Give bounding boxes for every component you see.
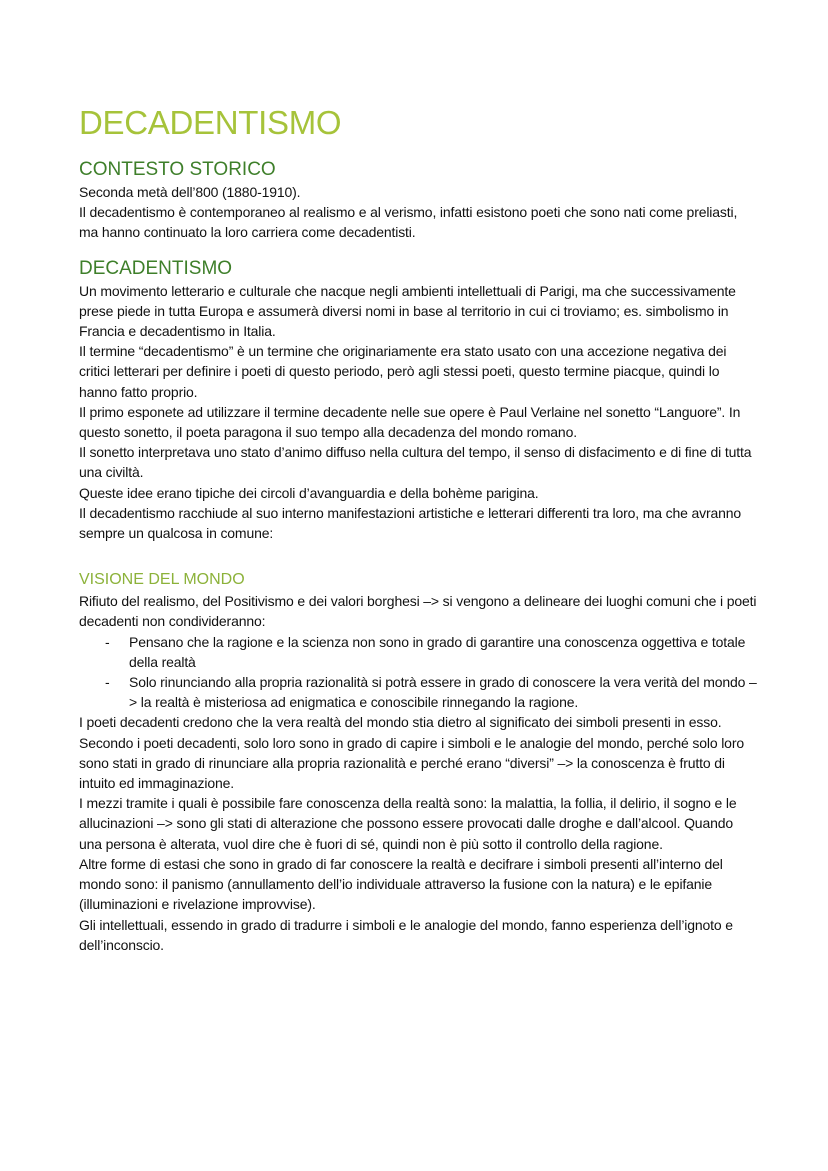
bullet-list [79, 632, 759, 713]
paragraph: Rifiuto del realismo, del Positivismo e dei valori borghesi –> si vengono a delineare dei luoghi comuni che i poeti decadenti non condivideranno: [79, 593, 757, 630]
document-title: DECADENTISMO [79, 104, 342, 141]
section-decadentismo [79, 257, 759, 544]
section-visione-del-mondo [79, 569, 759, 955]
bullet-marker: - [105, 674, 110, 691]
paragraph: I poeti decadenti credono che la vera realtà del mondo stia dietro al significato dei simboli presenti in esso. Secondo i poeti decadenti, solo loro sono in grado di capire i simboli e le analogie del mondo, perché solo loro sono stati in grado di rinunciare alla propria razionalità e perché erano “diversi” –> la conoscenza è frutto di intuito ed immaginazione. [79, 714, 744, 792]
paragraph: Il primo esponete ad utilizzare il termine decadente nelle sue opere è Paul Verlaine nel sonetto “Languore”. In questo sonetto, il poeta paragona il suo tempo alla decadenza del mondo romano. [79, 403, 741, 441]
paragraph: Queste idee erano tipiche dei circoli d’avanguardia e della bohème parigina. [79, 484, 539, 501]
paragraph: Gli intellettuali, essendo in grado di tradurre i simboli e le analogie del mondo, fanno esperienza dell’ignoto e dell’inconscio. [79, 916, 733, 953]
list-item-text: Solo rinunciando alla propria razionalità si potrà essere in grado di conoscere la vera verità del mondo –> la realtà è misteriosa ad enigmatica e conoscibile rinnegando la ragione. [129, 674, 757, 711]
paragraph: Seconda metà dell’800 (1880-1910). [79, 184, 301, 200]
section-heading: DECADENTISMO [79, 257, 233, 279]
paragraph: Un movimento letterario e culturale che nacque negli ambienti intellettuali di Parigi, ma che successivamente prese piede in tutta Europa e assumerà diversi nomi in base al territorio in cui ci troviamo; es. simbolismo in Francia e decadentismo in Italia. [79, 282, 736, 340]
document-body [79, 100, 759, 955]
bullet-marker: - [105, 633, 110, 650]
paragraph: Il decadentismo racchiude al suo interno manifestazioni artistiche e letterari differenti tra loro, ma che avranno sempre un qualcosa in comune: [79, 504, 741, 542]
section-heading: VISIONE DEL MONDO [79, 571, 245, 589]
paragraph: Il sonetto interpretava uno stato d’animo diffuso nella cultura del tempo, il senso di disfacimento e di fine di tutta una civiltà. [79, 444, 752, 481]
list-item [79, 632, 759, 672]
paragraph: Il decadentismo è contemporaneo al realismo e al verismo, infatti esistono poeti che sono nati come preliasti, ma hanno continuato la loro carriera come decadentisti. [79, 204, 738, 241]
list-item [79, 672, 759, 712]
section-heading: CONTESTO STORICO [79, 159, 276, 180]
paragraph: Altre forme di estasi che sono in grado di far conoscere la realtà e decifrare i simboli presenti all’interno del mondo sono: il panismo (annullamento dell’io individuale attraverso la fusione con la natura) e le epifanie (illuminazioni e rivelazione improvvise). [79, 855, 723, 913]
paragraph: Il termine “decadentismo” è un termine che originariamente era stato usato con una accezione negativa dei critici letterari per definire i poeti di questo periodo, però agli stessi poeti, questo termine piacque, quindi lo hanno fatto proprio. [79, 343, 727, 400]
section-contesto-storico [79, 158, 759, 243]
list-item-text: Pensano che la ragione e la scienza non sono in grado di garantire una conoscenza oggettiva e totale della realtà [129, 633, 746, 670]
paragraph: I mezzi tramite i quali è possibile fare conoscenza della realtà sono: la malattia, la follia, il delirio, il sogno e le allucinazioni –> sono gli stati di alterazione che possono essere provocati dalle droghe e dall’alcool. Quando una persona è alterata, vuol dire che è fuori di sé, quindi non è più sotto il controllo della ragione. [79, 795, 737, 852]
